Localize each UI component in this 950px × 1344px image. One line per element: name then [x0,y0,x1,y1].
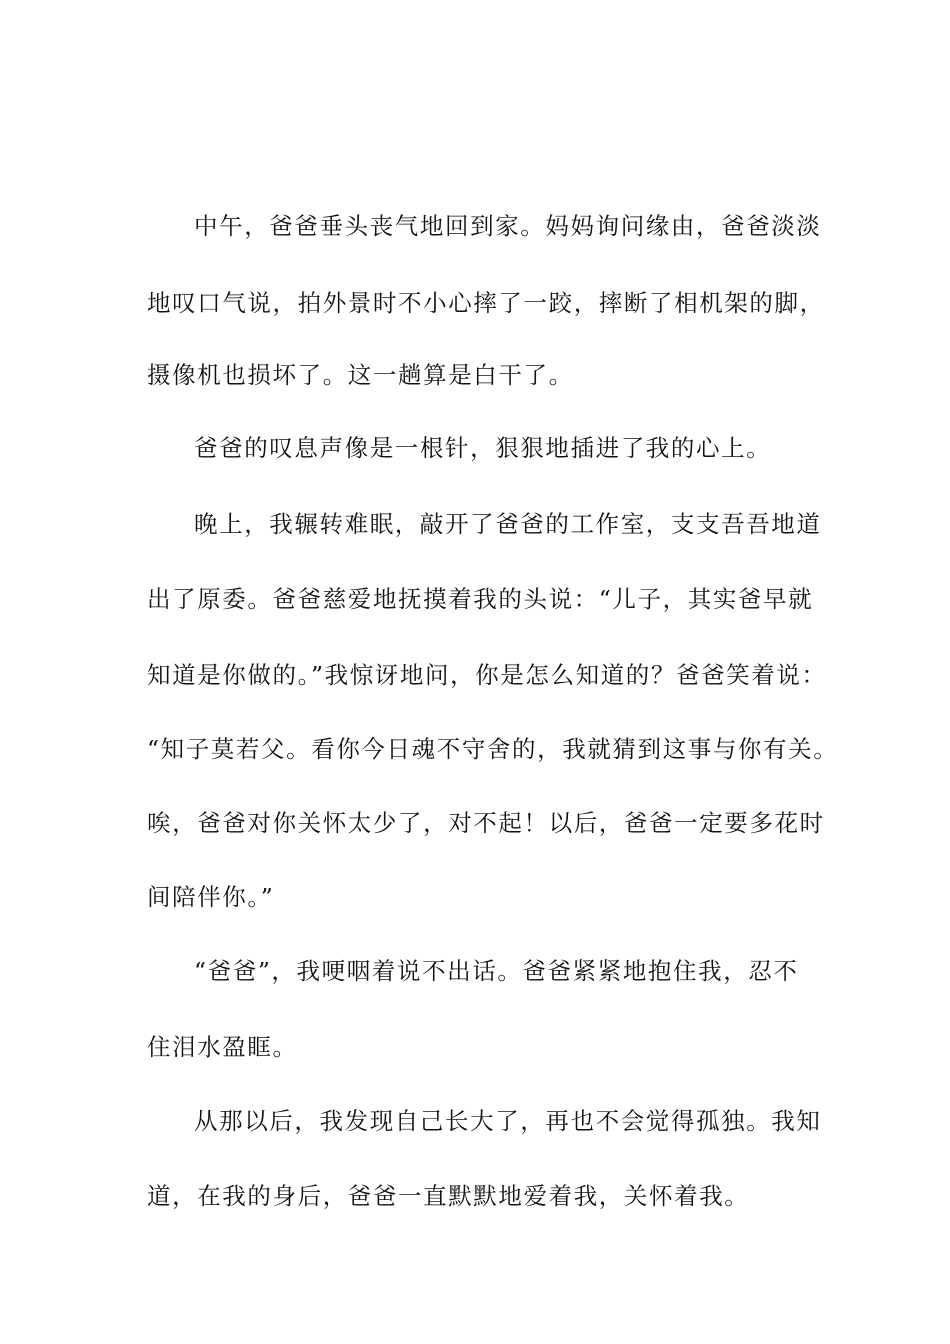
paragraph-line: 出了原委。爸爸慈爱地抚摸着我的头说：“儿子，其实爸早就 [147,585,814,613]
paragraph-line: 摄像机也损坏了。这一趟算是白干了。 [147,361,574,389]
paragraph-line: 唉，爸爸对你关怀太少了，对不起！以后，爸爸一定要多花时 [147,809,825,837]
paragraph-line: 地叹口气说，拍外景时不小心摔了一跤，摔断了相机架的脚， [147,289,825,317]
paragraph-line: 知道是你做的。”我惊讶地问，你是怎么知道的？爸爸笑着说： [147,661,827,689]
paragraph-line: 道，在我的身后，爸爸一直默默地爱着我，关怀着我。 [147,1182,750,1210]
paragraph-line: 晚上，我辗转难眠，敲开了爸爸的工作室，支支吾吾地道 [194,510,822,538]
paragraph-line: 从那以后，我发现自己长大了，再也不会觉得孤独。我知 [194,1107,822,1135]
paragraph-line: 爸爸的叹息声像是一根针，狠狠地插进了我的心上。 [194,434,772,462]
paragraph-line: “爸爸”，我哽咽着说不出话。爸爸紧紧地抱住我，忍不 [194,957,799,985]
paragraph-line: 住泪水盈眶。 [147,1033,298,1061]
paragraph-line: 间陪伴你。” [147,883,275,911]
paragraph-line: 中午，爸爸垂头丧气地回到家。妈妈询问缘由，爸爸淡淡 [194,212,822,240]
paragraph-line: “知子莫若父。看你今日魂不守舍的，我就猜到这事与你有关。 [147,735,839,763]
